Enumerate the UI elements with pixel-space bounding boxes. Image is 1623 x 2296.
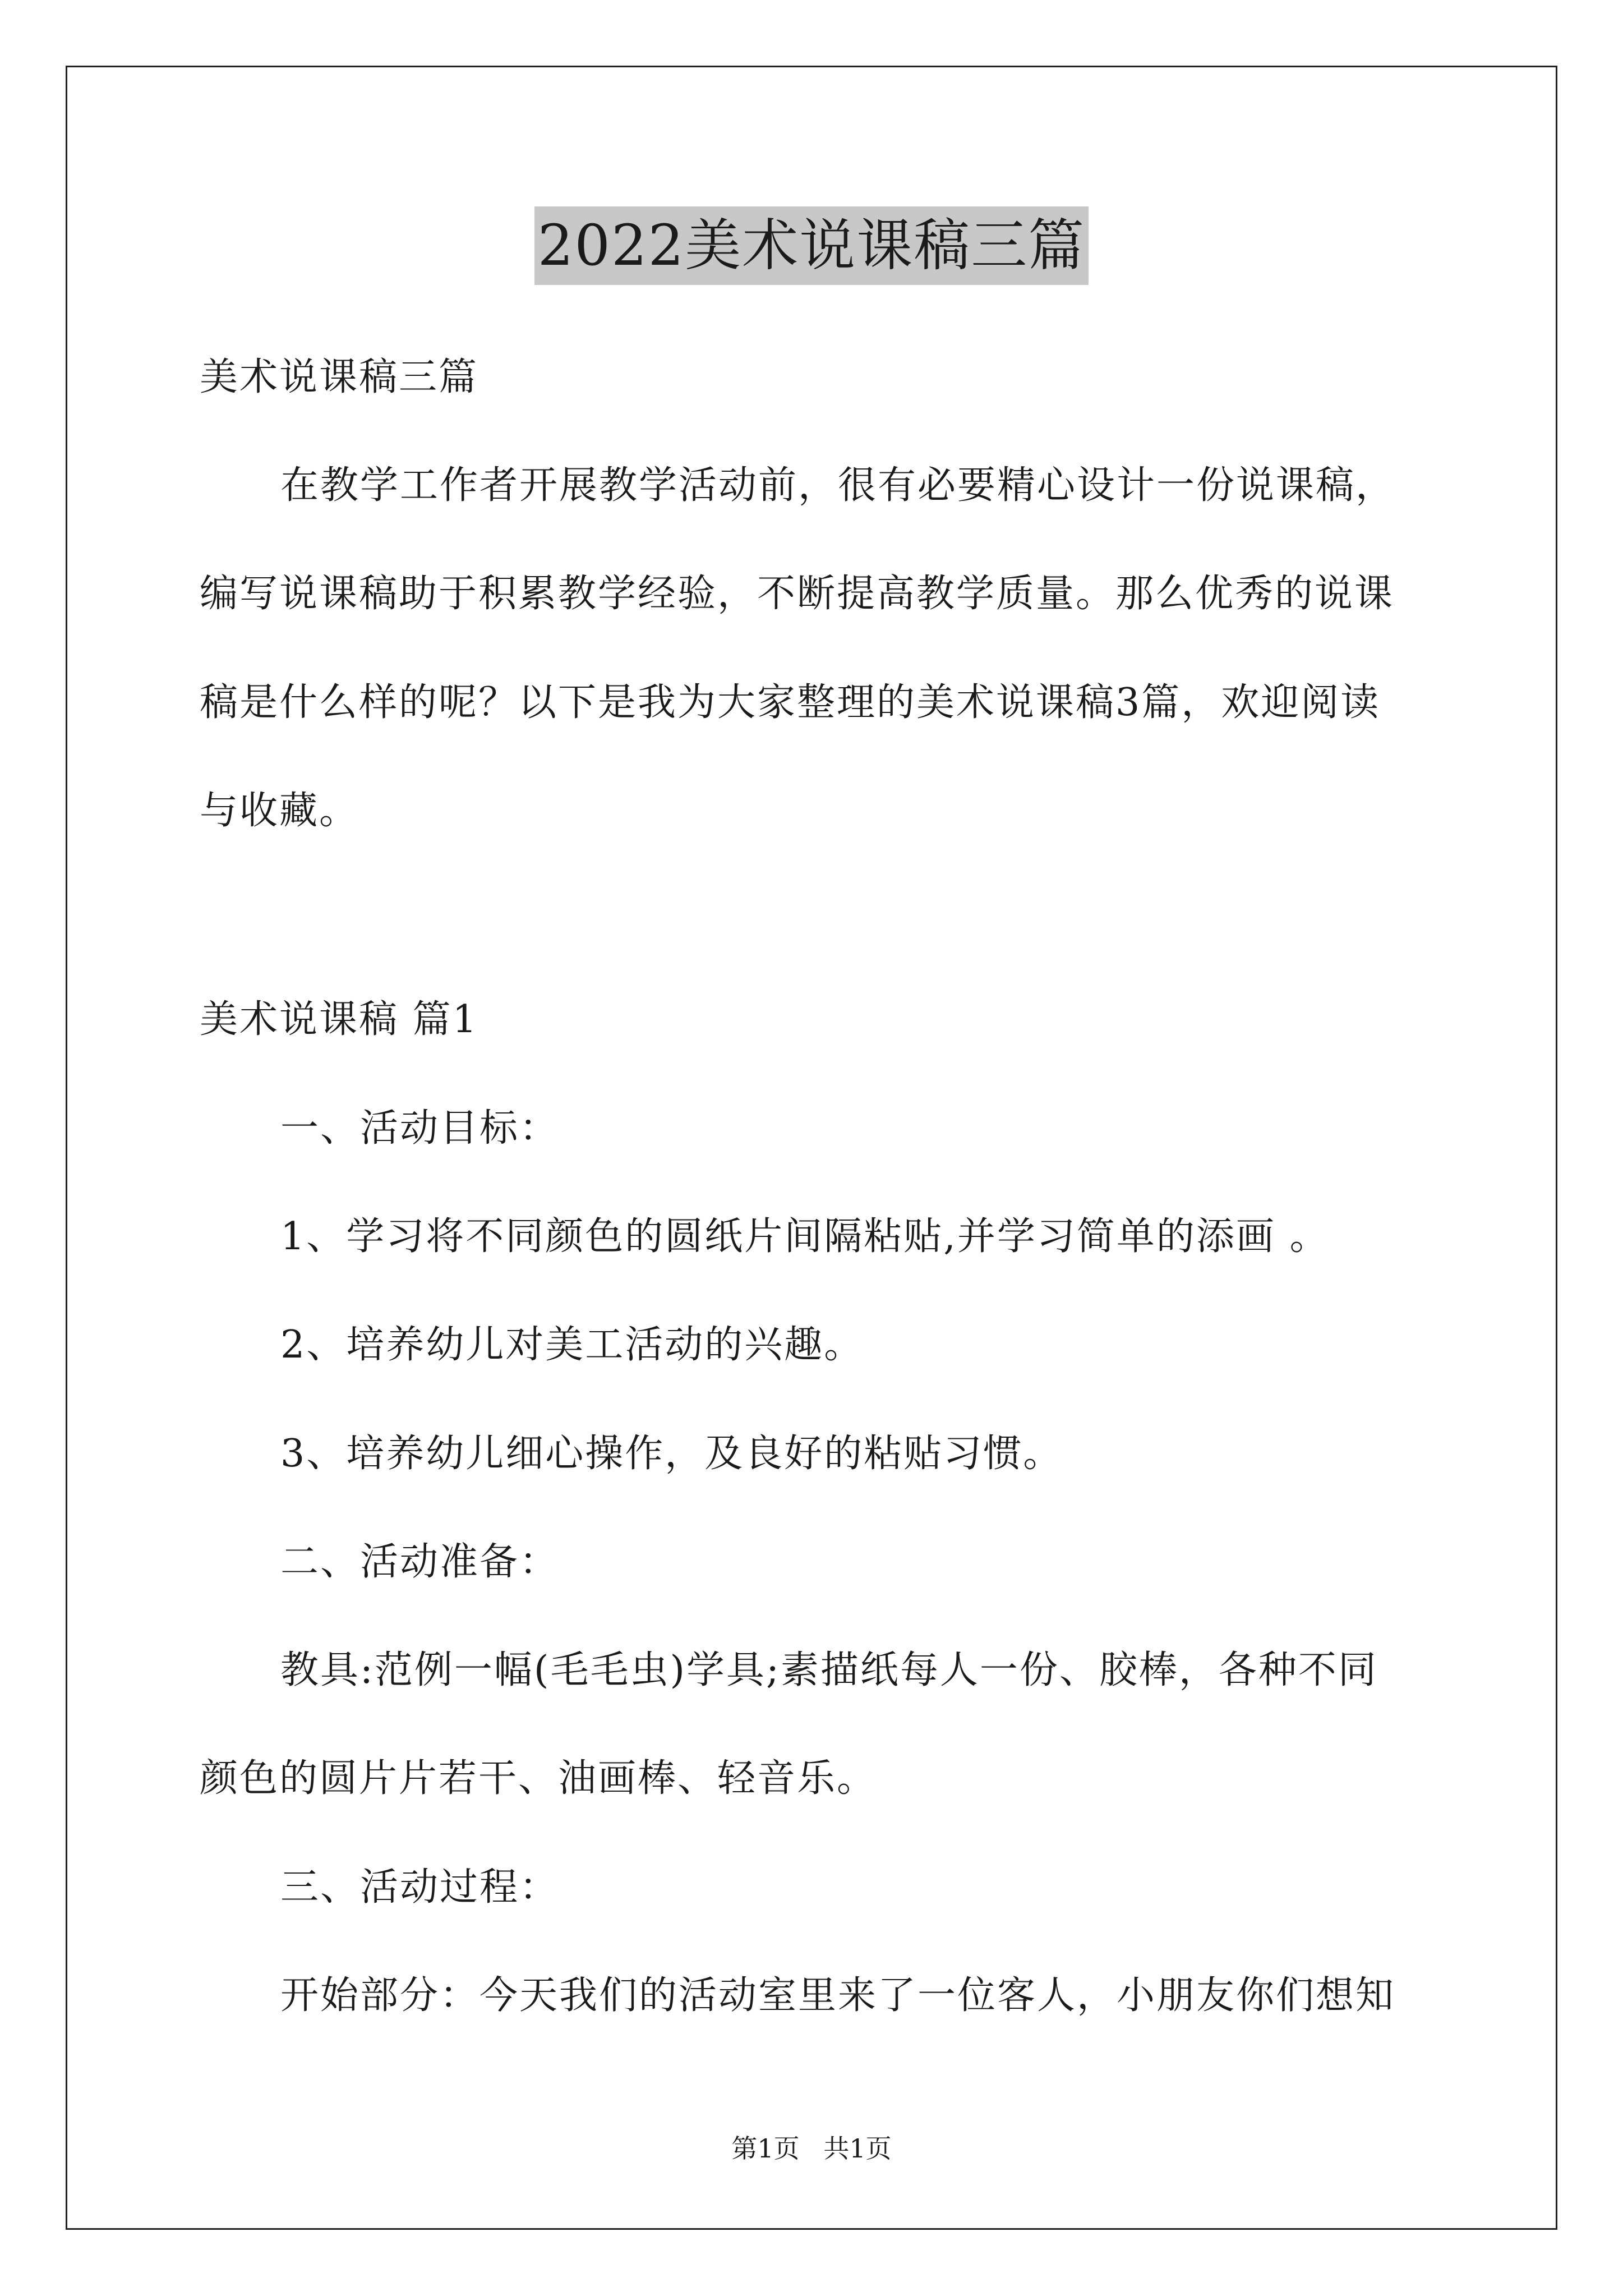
goal-item-1: 1、学习将不同颜色的圆纸片间隔粘贴,并学习简单的添画 。 — [280, 1214, 1330, 1259]
goal-item-3: 3、培养幼儿细心操作，及良好的粘贴习惯。 — [280, 1432, 1063, 1476]
document-subtitle: 美术说课稿三篇 — [200, 355, 479, 399]
process-line-1: 开始部分：今天我们的活动室里来了一位客人，小朋友你们想知 — [280, 1973, 1396, 2018]
goal-heading: 一、活动目标： — [280, 1106, 560, 1151]
title-container — [0, 206, 1623, 285]
goal-item-2: 2、培养幼儿对美工活动的兴趣。 — [280, 1323, 864, 1367]
prep-line-1: 教具:范例一幅(毛毛虫)学具;素描纸每人一份、胶棒，各种不同 — [280, 1648, 1378, 1692]
page-footer — [0, 2132, 1623, 2165]
document-title: 2022美术说课稿三篇 — [534, 206, 1089, 285]
intro-line-2: 编写说课稿助于积累教学经验，不断提高教学质量。那么优秀的说课 — [200, 572, 1395, 616]
page-number: 第1页 — [731, 2133, 800, 2164]
intro-line-1: 在教学工作者开展教学活动前，很有必要精心设计一份说课稿， — [280, 463, 1396, 508]
process-heading: 三、活动过程： — [280, 1865, 560, 1910]
page-total: 共1页 — [823, 2133, 892, 2164]
prep-line-2: 颜色的圆片片若干、油画棒、轻音乐。 — [200, 1756, 877, 1801]
prep-heading: 二、活动准备： — [280, 1540, 560, 1584]
intro-line-3: 稿是什么样的呢？以下是我为大家整理的美术说课稿3篇，欢迎阅读 — [200, 680, 1381, 725]
section-heading: 美术说课稿 篇1 — [200, 997, 478, 1042]
intro-line-4: 与收藏。 — [200, 789, 359, 833]
